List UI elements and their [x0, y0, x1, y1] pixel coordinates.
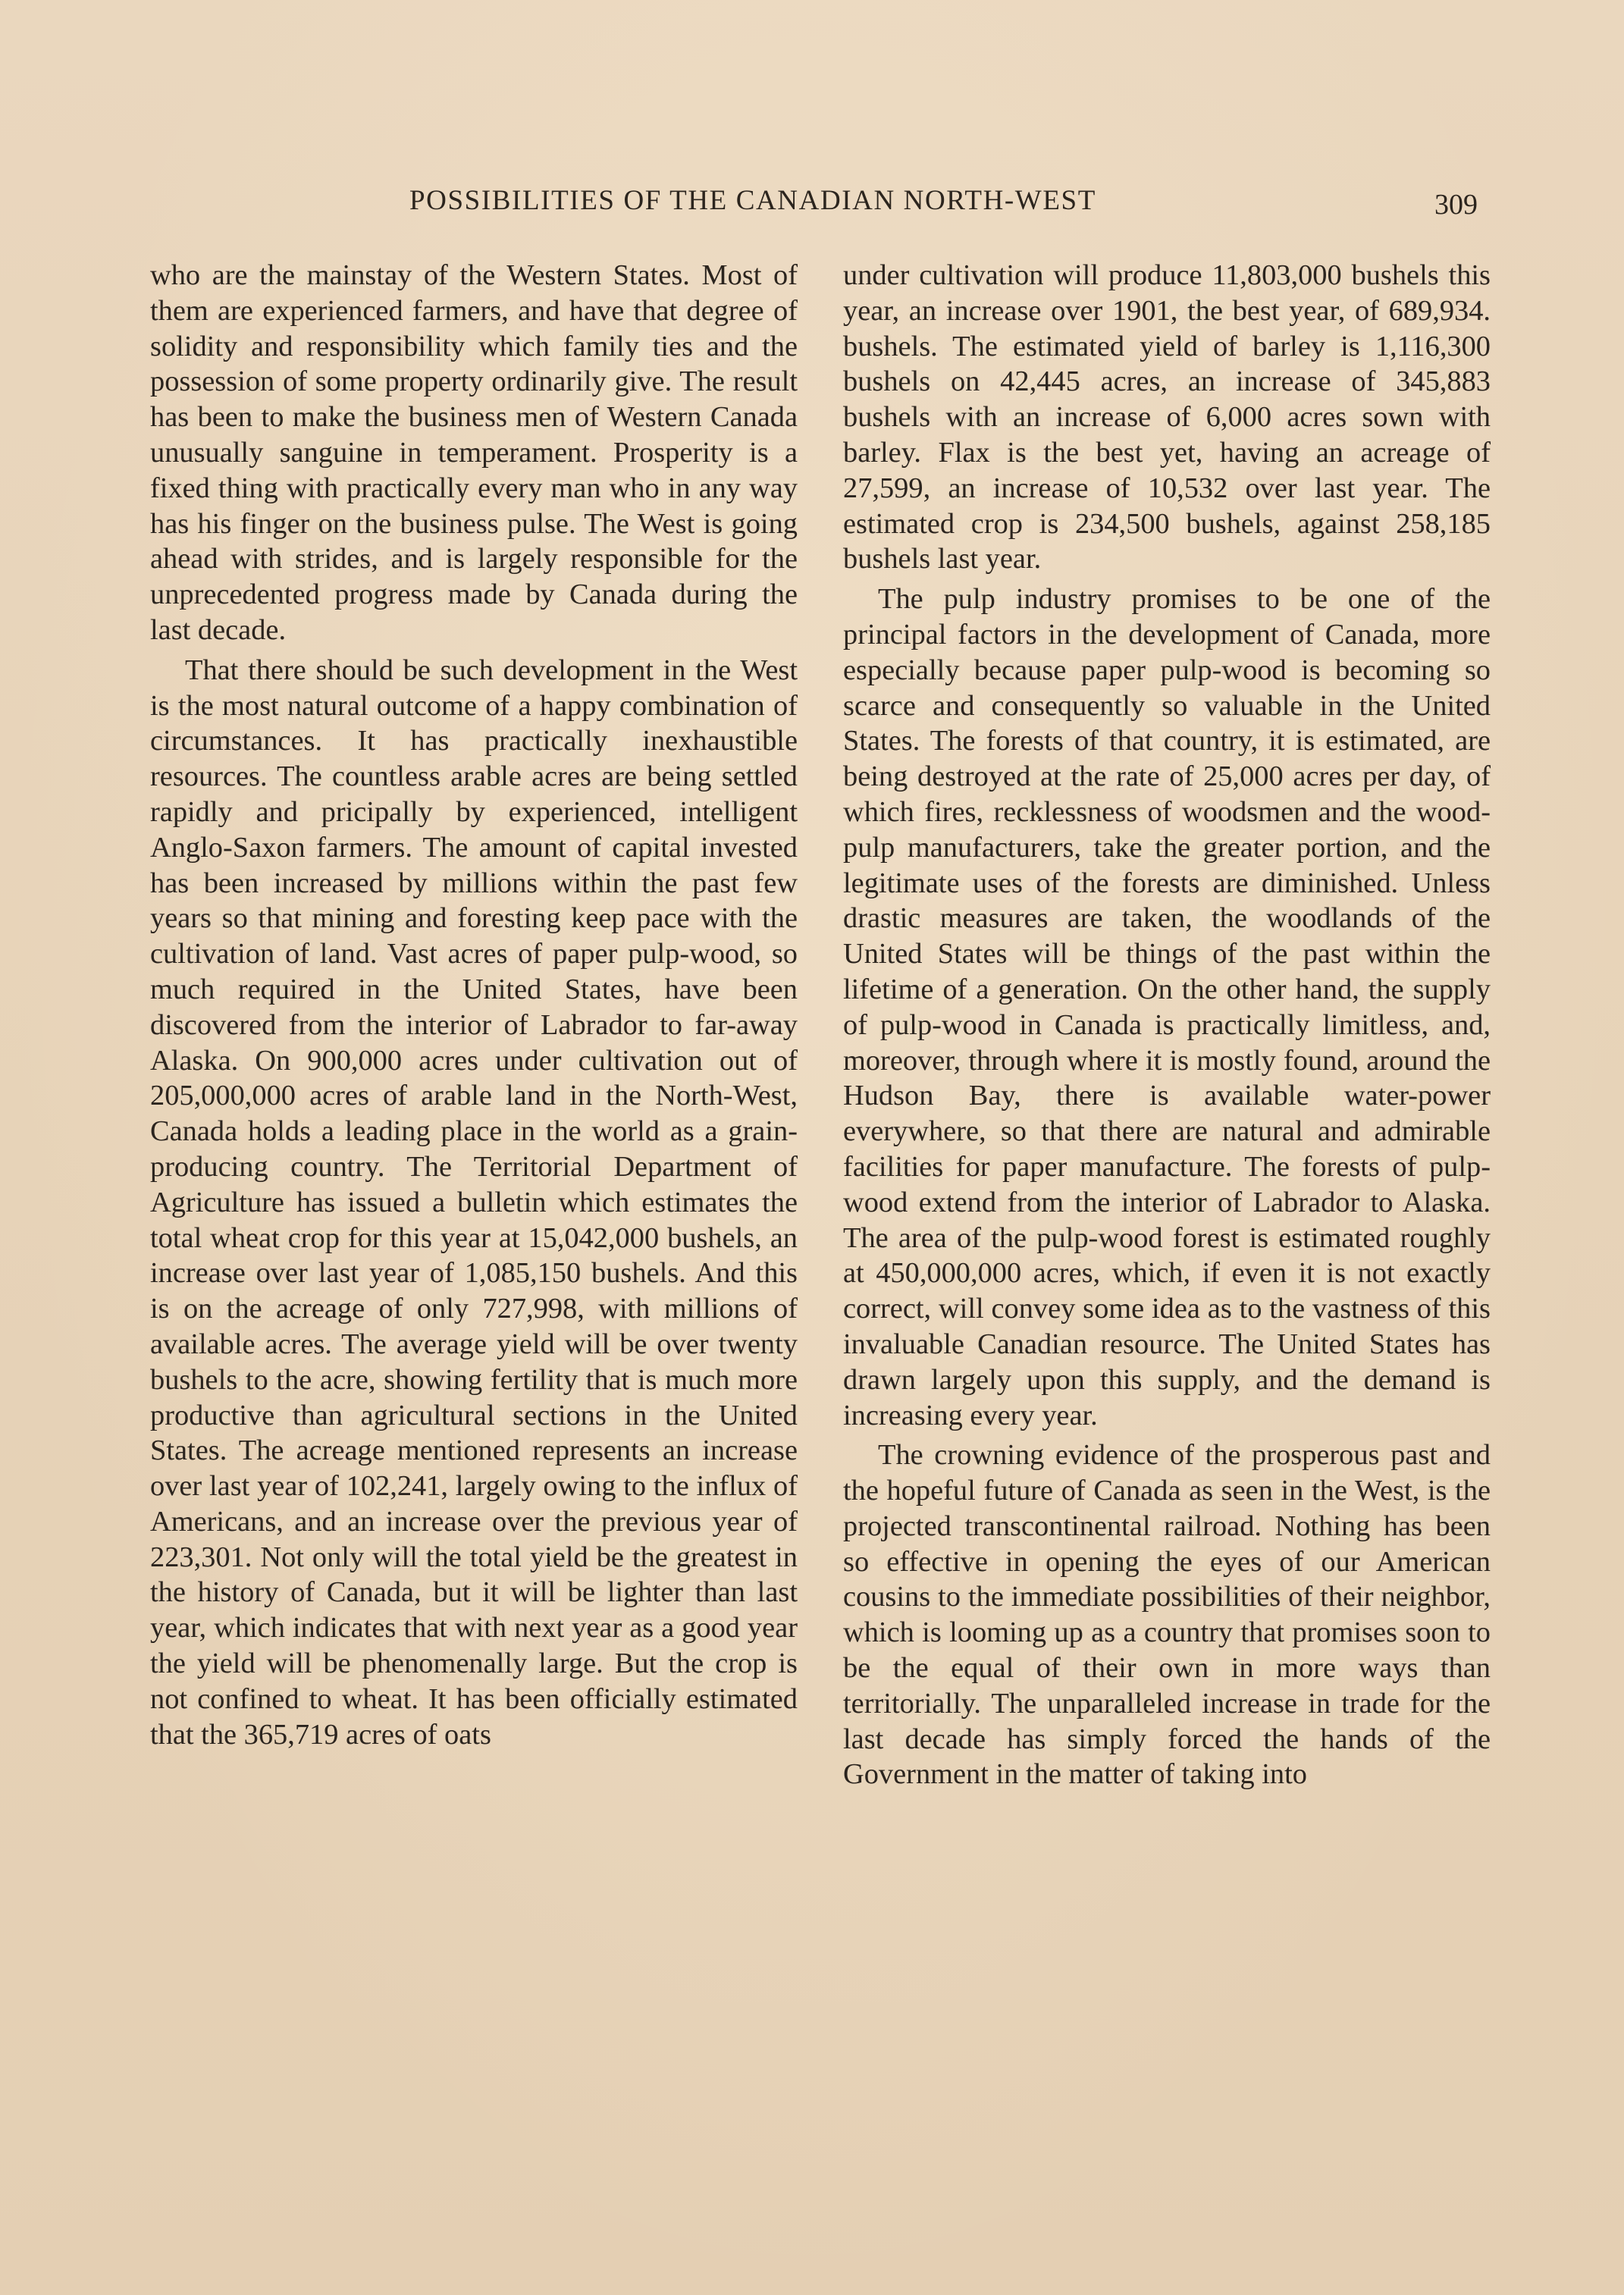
running-title: POSSIBILITIES OF THE CANADIAN NORTH-WEST: [409, 185, 1096, 216]
right-column: [843, 258, 1491, 1792]
left-paragraph-2: That there should be such development in the West is the most natural outcome of a happy combination of circumstances. It has practically inexhaustible resources. The countless arable acres are being settled rapidly and pricipally by experienced, intelligent Anglo-Saxon farmers. The amount of capital invested has been increased by millions within the past few years so that mining and foresting keep pace with the cultivation of land. Vast acres of paper pulp-wood, so much required in the United States, have been discovered from the interior of Labrador to far-away Alaska. On 900,000 acres under cultivation out of 205,000,000 acres of arable land in the North-West, Canada holds a leading place in the world as a grain-producing country. The Territorial Department of Agriculture has issued a bulletin which estimates the total wheat crop for this year at 15,042,000 bushels, an increase over last year of 1,085,150 bushels. And this is on the acreage of only 727,998, with millions of available acres. The average yield will be over twenty bushels to the acre, showing fertility that is much more productive than agricultural sections in the United States. The acreage mentioned represents an increase over last year of 102,241, largely owing to the influx of Americans, and an increase over the previous year of 223,301. Not only will the total yield be the greatest in the history of Canada, but it will be lighter than last year, which indicates that with next year as a good year the yield will be phenomenally large. But the crop is not confined to wheat. It has been officially estimated that the 365,719 acres of oats: [150, 654, 798, 1751]
left-paragraph-1: who are the mainstay of the Western States. Most of them are experienced farmers, and have that degree of solidity and responsibility which family ties and the possession of some property ordinarily give. The result has been to make the business men of Western Canada unusually sanguine in temperament. Prosperity is a fixed thing with practically every man who in any way has his finger on the business pulse. The West is going ahead with strides, and is largely responsible for the unprecedented progress made by Canada during the last decade.: [150, 259, 798, 646]
right-paragraph-3: The crowning evidence of the prosperous past and the hopeful future of Canada as seen in the West, is the projected transcontinental railroad. Nothing has been so effective in opening the eyes of our American cousins to the immediate possibilities of their neighbor, which is looming up as a country that promises soon to be the equal of their own in more ways than territorially. The unparalleled increase in trade for the last decade has simply forced the hands of the Government in the matter of taking into: [843, 1439, 1491, 1791]
page-number: 309: [1434, 189, 1478, 221]
right-paragraph-2: The pulp industry promises to be one of the principal factors in the development of Canada, more especially because paper pulp-wood is becoming so scarce and consequently so valuable in the United States. The forests of that country, it is estimated, are being destroyed at the rate of 25,000 acres per day, of which fires, recklessness of woodsmen and the wood-pulp manufacturers, take the greater portion, and the legitimate uses of the forests are diminished. Unless drastic measures are taken, the woodlands of the United States will be things of the past within the lifetime of a generation. On the other hand, the supply of pulp-wood in Canada is practically limitless, and, moreover, through where it is mostly found, around the Hudson Bay, there is available water-power everywhere, so that there are natural and admirable facilities for paper manufacture. The forests of pulp-wood extend from the interior of Labrador to Alaska. The area of the pulp-wood forest is estimated roughly at 450,000,000 acres, which, if even it is not exactly correct, will convey some idea as to the vastness of this invaluable Canadian resource. The United States has drawn largely upon this supply, and the demand is increasing every year.: [843, 583, 1491, 1431]
right-paragraph-1: under cultivation will produce 11,803,000 bushels this year, an increase over 1901, the best year, of 689,934. bushels. The estimated yield of barley is 1,116,300 bushels on 42,445 acres, an increase of 345,883 bushels with an increase of 6,000 acres sown with barley. Flax is the best yet, having an acreage of 27,599, an increase of 10,532 over last year. The estimated crop is 234,500 bushels, against 258,185 bushels last year.: [843, 259, 1491, 575]
left-column: [150, 258, 798, 1752]
